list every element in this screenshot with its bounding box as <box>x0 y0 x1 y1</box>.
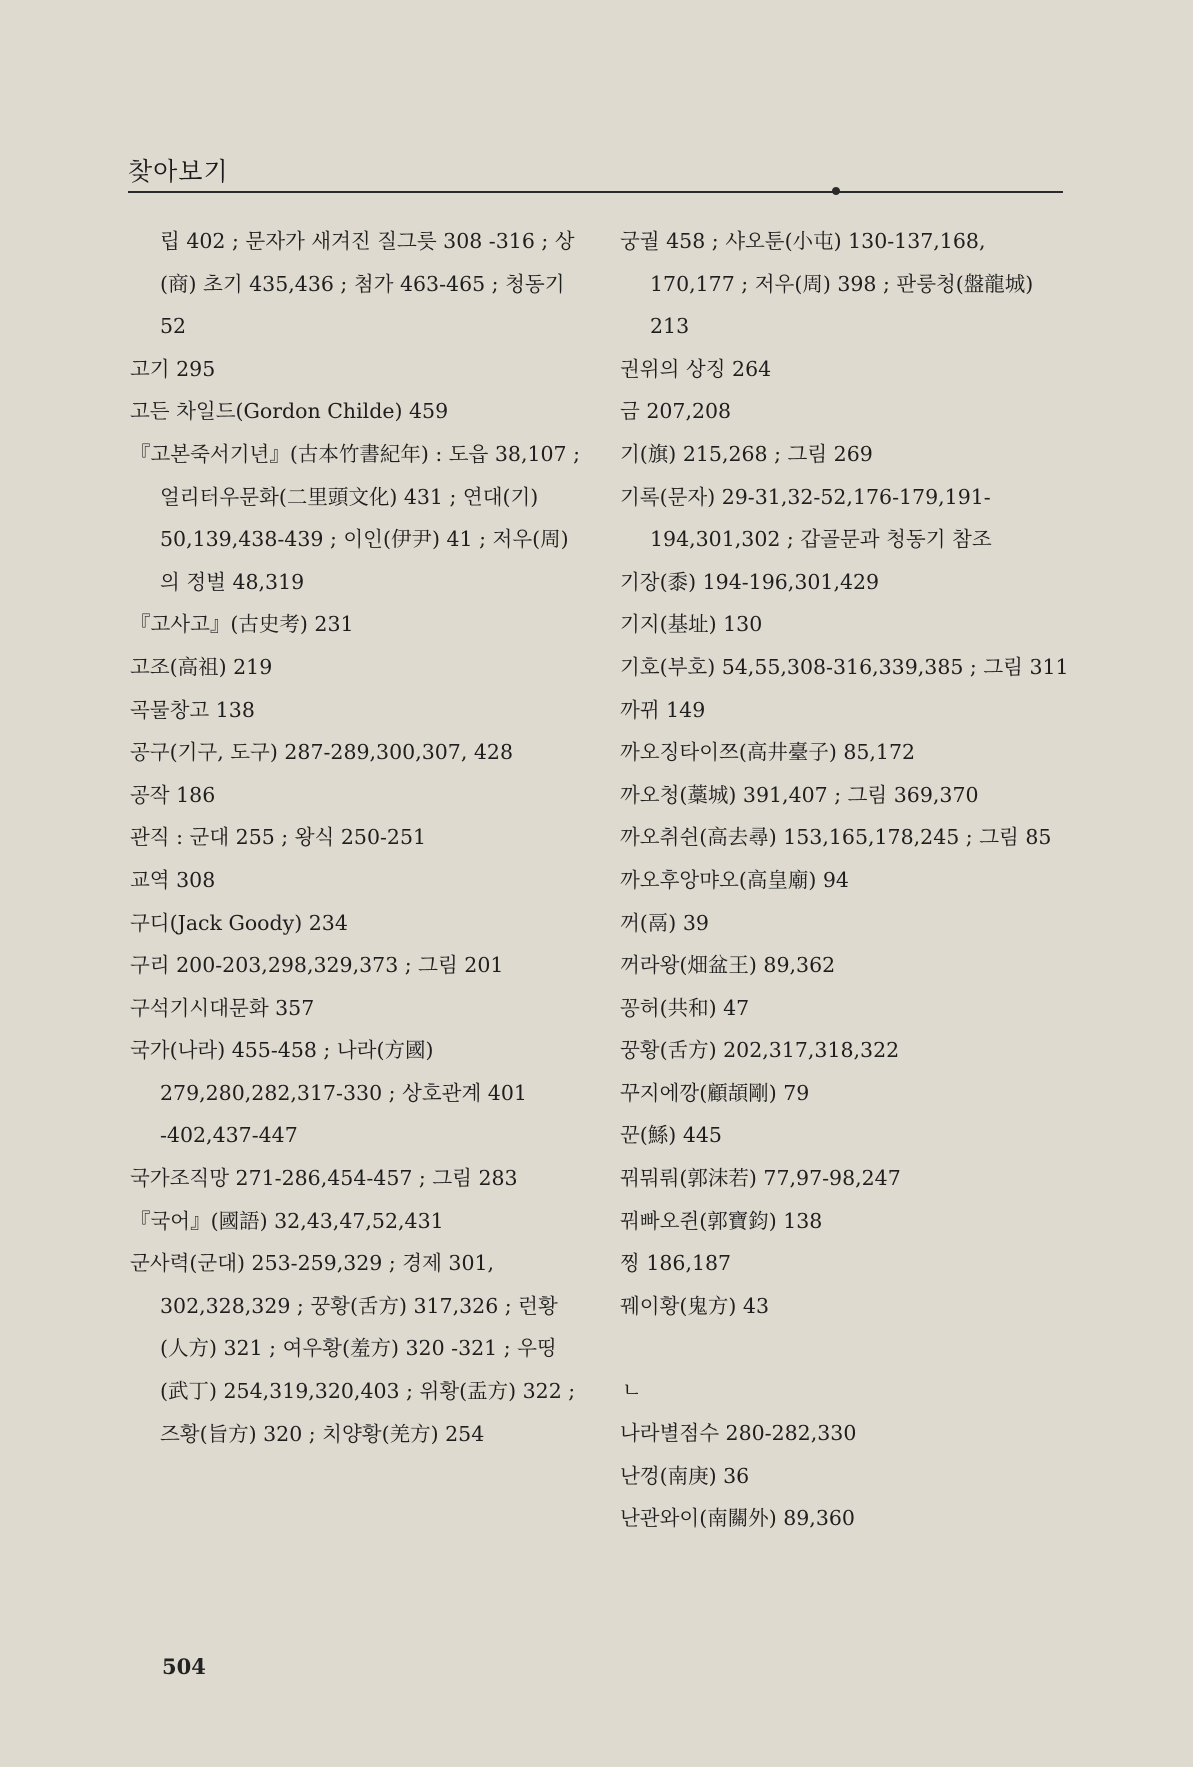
section-letter: ㄴ <box>622 1378 642 1403</box>
index-entry: 립 402 ; 문자가 새겨진 질그릇 308 -316 ; 상(商) 초기 435,436 ; 첨가 463-465 ; 청동기 52 <box>160 229 575 339</box>
index-entry: 곡물창고 138 <box>130 697 255 722</box>
index-entry: 권위의 상징 264 <box>620 356 772 381</box>
index-entry: 꾼(鯀) 445 <box>620 1123 722 1148</box>
index-entry: 꽁허(共和) 47 <box>620 995 750 1020</box>
index-entry: 공작 186 <box>130 782 216 807</box>
index-entry: 기(旗) 215,268 ; 그림 269 <box>620 441 873 466</box>
index-entry: 꿍황(舌方) 202,317,318,322 <box>620 1038 900 1063</box>
index-entry: 기장(黍) 194-196,301,429 <box>620 569 880 594</box>
index-entry: 까오청(藁城) 391,407 ; 그림 369,370 <box>620 782 979 807</box>
index-entry: 관직 : 군대 255 ; 왕식 250-251 <box>130 825 427 850</box>
index-entry: 까오징타이쯔(高井臺子) 85,172 <box>620 740 916 765</box>
index-entry: 구석기시대문화 357 <box>130 995 315 1020</box>
index-entry: 꺼(鬲) 39 <box>620 910 709 935</box>
index-entry: 난관와이(南關外) 89,360 <box>620 1506 855 1531</box>
index-entry: 고조(高祖) 219 <box>130 654 273 679</box>
index-entry: 금 207,208 <box>620 399 732 424</box>
index-entry: 구디(Jack Goody) 234 <box>130 910 348 935</box>
index-entry: 『국어』(國語) 32,43,47,52,431 <box>130 1208 444 1233</box>
index-entry: 기호(부호) 54,55,308-316,339,385 ; 그림 311 <box>620 654 1069 679</box>
header-rule-ornament <box>832 187 840 195</box>
index-entry: 기록(문자) 29-31,32-52,176-179,191- 194,301,302 ; 갑골문과 청동기 참조 <box>620 484 992 552</box>
index-entry: 『고사고』(古史考) 231 <box>130 612 354 637</box>
index-entry: 교역 308 <box>130 867 216 892</box>
index-entry: 공구(기구, 도구) 287-289,300,307, 428 <box>130 740 513 765</box>
page-number: 504 <box>162 1654 206 1679</box>
page-header-title: 찾아보기 <box>128 157 229 186</box>
index-entry: 까오취쉰(高去尋) 153,165,178,245 ; 그림 85 <box>620 825 1052 850</box>
index-entry: 꿰이황(鬼方) 43 <box>620 1293 770 1318</box>
index-entry: 찡 186,187 <box>620 1251 732 1276</box>
index-entry: 꿔뭐뤄(郭沫若) 77,97-98,247 <box>620 1166 901 1191</box>
index-entry: 꿔빠오쥔(郭寶鈞) 138 <box>620 1208 823 1233</box>
index-entry: 궁궐 458 ; 샤오툰(小屯) 130-137,168, 170,177 ; 저우(周) 398 ; 판룽청(盤龍城) 213 <box>620 229 1034 339</box>
index-entry: 꾸지에깡(顧頡剛) 79 <box>620 1080 810 1105</box>
index-column-right <box>620 220 1075 1540</box>
index-entry: 고기 295 <box>130 356 216 381</box>
index-column-left <box>130 220 585 1455</box>
index-entry: 난껑(南庚) 36 <box>620 1463 750 1488</box>
index-entry: 기지(基址) 130 <box>620 612 763 637</box>
index-entry: 나라별점수 280-282,330 <box>620 1421 857 1446</box>
index-entry: 고든 차일드(Gordon Childe) 459 <box>130 399 449 424</box>
index-entry: 까오후앙먀오(高皇廟) 94 <box>620 867 849 892</box>
index-entry: 국가(나라) 455-458 ; 나라(方國) 279,280,282,317-330 ; 상호관계 401 -402,437-447 <box>130 1038 527 1148</box>
index-entry: 군사력(군대) 253-259,329 ; 경제 301, 302,328,329 ; 꿍황(舌方) 317,326 ; 런황(人方) 321 ; 여우황(羞方) 320 -321 ; 우띵(武丁) 254,319,320,403 ; 위황(盂方) 322 ; 즈황(旨方) 320 ; 치양황(羌方) 254 <box>130 1251 576 1446</box>
index-entry: 구리 200-203,298,329,373 ; 그림 201 <box>130 953 504 978</box>
index-entry: 국가조직망 271-286,454-457 ; 그림 283 <box>130 1166 518 1191</box>
index-entry: 까뀌 149 <box>620 697 706 722</box>
header-rule <box>128 191 1063 193</box>
index-entry: 꺼라왕(畑盆王) 89,362 <box>620 953 836 978</box>
index-entry: 『고본죽서기년』(古本竹書紀年) : 도읍 38,107 ; 얼리터우문화(二里頭文化) 431 ; 연대(기) 50,139,438-439 ; 이인(伊尹) 41 ; 저우(周)의 정벌 48,319 <box>130 441 581 594</box>
